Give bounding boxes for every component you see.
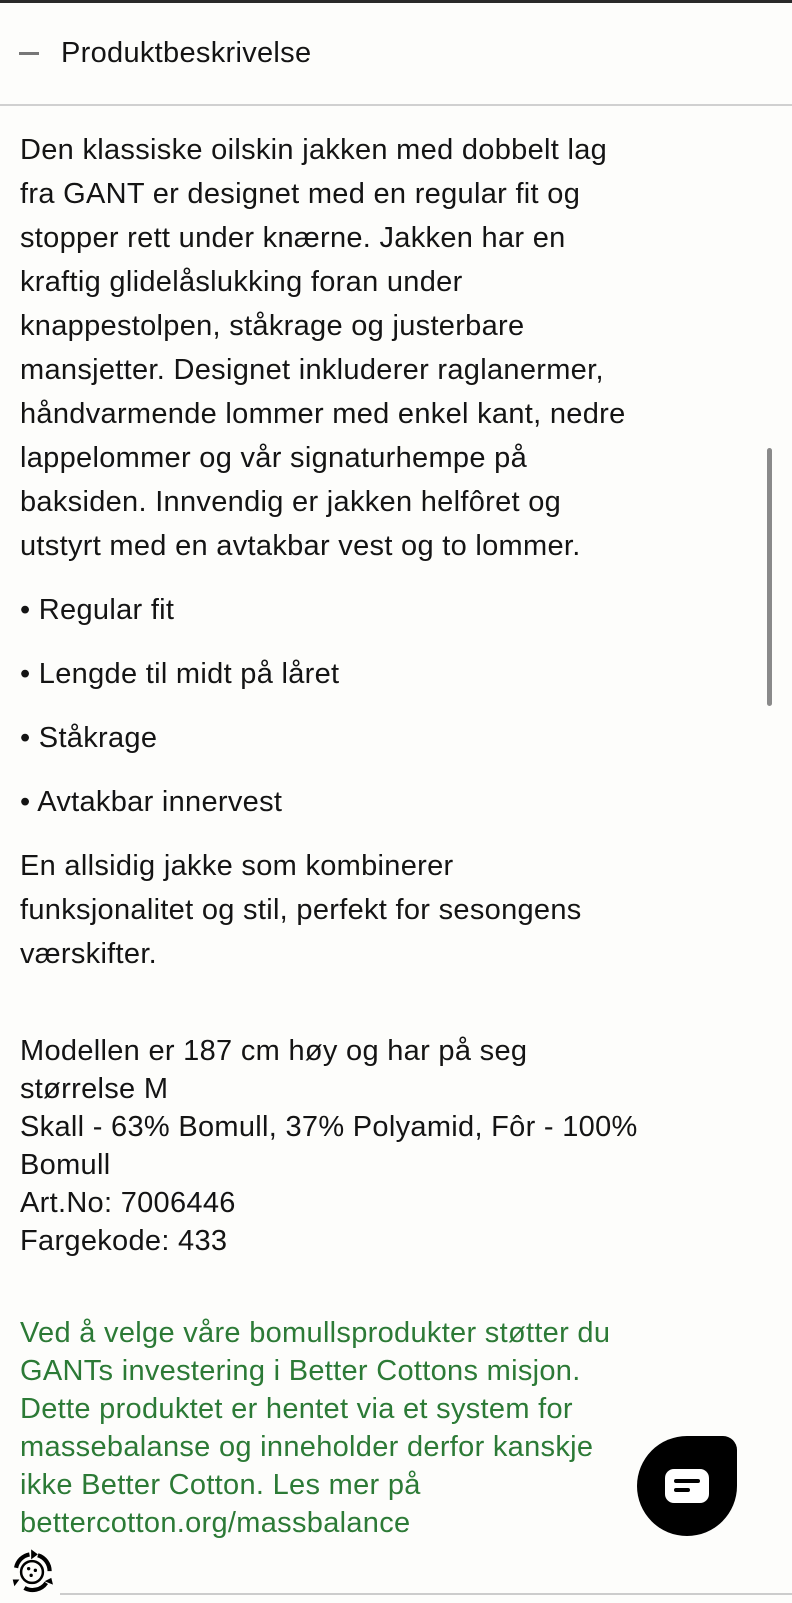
text-line: lappelommer og vår signaturhempe på xyxy=(20,442,527,474)
text-line: utstyrt med en avtakbar vest og to lommer. xyxy=(20,530,581,562)
feature-item: • Regular fit xyxy=(20,594,175,626)
scrollbar[interactable] xyxy=(767,448,772,706)
text-line: mansjetter. Designet inkluderer raglanermer, xyxy=(20,354,604,386)
feature-item: • Ståkrage xyxy=(20,722,158,754)
text-line: GANTs investering i Better Cottons misjon. xyxy=(20,1355,581,1387)
product-details xyxy=(20,1032,770,1260)
minus-icon xyxy=(19,52,39,55)
section-title: Produktbeskrivelse xyxy=(61,37,312,69)
feature-list xyxy=(20,588,770,844)
text-line: håndvarmende lommer med enkel kant, nedre xyxy=(20,398,626,430)
text-line: baksiden. Innvendig er jakken helfôret og xyxy=(20,486,562,518)
better-cotton-link[interactable]: bettercotton.org/massbalance xyxy=(20,1507,411,1539)
text-line: størrelse M xyxy=(20,1073,169,1105)
chat-button[interactable] xyxy=(637,1436,737,1536)
feature-item: • Lengde til midt på låret xyxy=(20,658,340,690)
recycle-icon[interactable] xyxy=(6,1546,58,1598)
text-line: Modellen er 187 cm høy og har på seg xyxy=(20,1035,528,1067)
text-line: fra GANT er designet med en regular fit og xyxy=(20,178,581,210)
text-line: Dette produktet er hentet via et system for xyxy=(20,1393,573,1425)
text-line: Bomull xyxy=(20,1149,111,1181)
text-line: stopper rett under knærne. Jakken har en xyxy=(20,222,566,254)
divider xyxy=(60,1593,792,1595)
text-line: funksjonalitet og stil, perfekt for sesongens xyxy=(20,894,582,926)
color-code: Fargekode: 433 xyxy=(20,1225,228,1257)
text-line: Den klassiske oilskin jakken med dobbelt lag xyxy=(20,134,608,166)
article-number: Art.No: 7006446 xyxy=(20,1187,236,1219)
accordion-header-produktbeskrivelse[interactable] xyxy=(0,3,792,106)
product-description xyxy=(20,128,770,1542)
text-line: En allsidig jakke som kombinerer xyxy=(20,850,454,882)
text-line: Ved å velge våre bomullsprodukter støtter du xyxy=(20,1317,611,1349)
text-line: værskifter. xyxy=(20,938,158,970)
text-line: Skall - 63% Bomull, 37% Polyamid, Fôr - 100% xyxy=(20,1111,638,1143)
summary-paragraph xyxy=(20,844,770,976)
text-line: kraftig glidelåslukking foran under xyxy=(20,266,463,298)
text-line: knappestolpen, ståkrage og justerbare xyxy=(20,310,525,342)
feature-item: • Avtakbar innervest xyxy=(20,786,283,818)
text-line: massebalanse og inneholder derfor kanskje xyxy=(20,1431,594,1463)
chat-icon xyxy=(665,1469,709,1503)
text-line: ikke Better Cotton. Les mer på xyxy=(20,1469,421,1501)
description-paragraph xyxy=(20,128,770,568)
